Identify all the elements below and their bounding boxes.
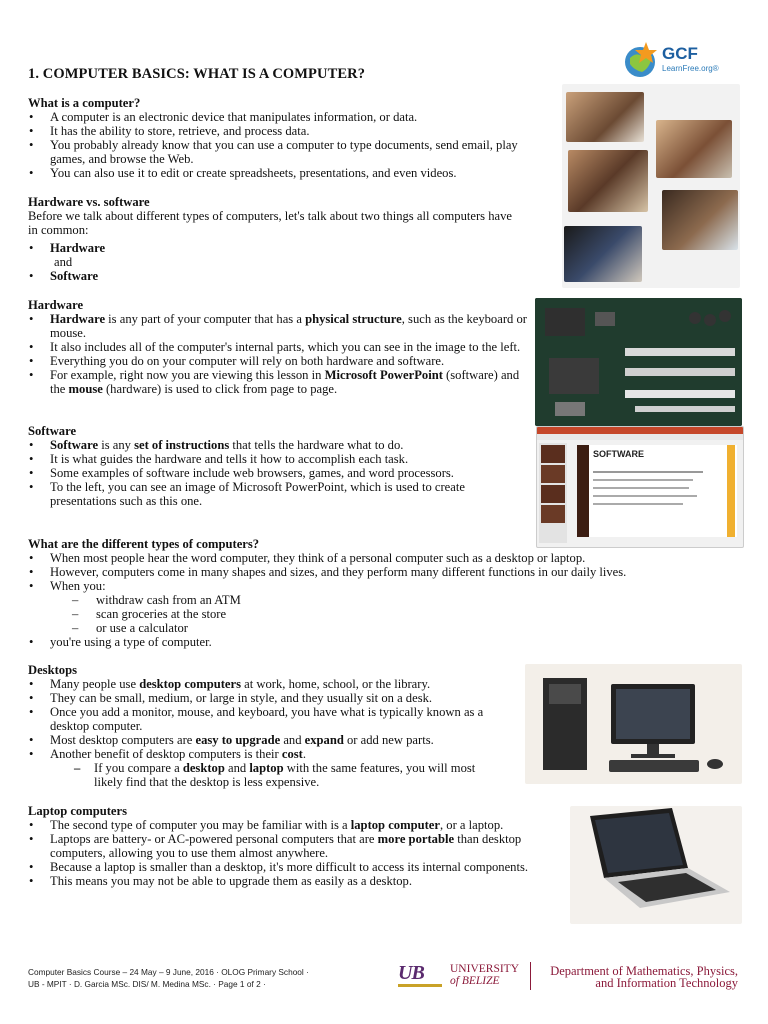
bullet-list <box>28 677 514 789</box>
section-heading: Hardware <box>28 298 84 312</box>
ppt-ribbon <box>537 427 743 434</box>
list-item: • When you: <box>28 579 748 593</box>
photo-desktop-computer <box>525 664 742 784</box>
footer-divider <box>530 962 531 990</box>
list-item: • Because a laptop is smaller than a desktop, it's more difficult to access its internal components. <box>28 860 548 874</box>
list-item: • You can also use it to edit or create spreadsheets, presentations, and even videos. <box>28 166 548 180</box>
list-item: • Another benefit of desktop computers is their cost. <box>28 747 514 761</box>
bullet-list <box>28 551 748 649</box>
photo-family-computer <box>568 150 648 212</box>
ub-crest-bar <box>398 984 442 987</box>
list-item: • A computer is an electronic device that manipulates information, or data. <box>28 110 548 124</box>
sub-list-item: – If you compare a desktop and laptop with the same features, you will most likely find that the desktop is less expensive. <box>28 761 494 789</box>
ppt-slide-panel <box>539 443 567 543</box>
footer-course-info <box>28 966 388 990</box>
photo-worker-computer <box>662 190 738 250</box>
footer-line: Computer Basics Course – 24 May – 9 June, 2016 · OLOG Primary School · <box>28 967 309 977</box>
list-item: • The second type of computer you may be familiar with is a laptop computer, or a laptop. <box>28 818 562 832</box>
section-desktops <box>28 663 514 789</box>
ub-logo <box>398 962 530 992</box>
section-laptops <box>28 804 562 888</box>
ppt-slide <box>577 445 737 537</box>
section-heading: What are the different types of computers? <box>28 537 260 551</box>
list-item: • Most desktop computers are easy to upgrade and expand or add new parts. <box>28 733 514 747</box>
photo-powerpoint-screenshot <box>536 426 744 548</box>
list-item: • It is what guides the hardware and tells it how to accomplish each task. <box>28 452 530 466</box>
motherboard-illustration <box>535 298 742 426</box>
bullet-list <box>28 312 530 396</box>
list-item: • Some examples of software include web browsers, games, and word processors. <box>28 466 480 480</box>
university-name-line2: of BELIZE <box>450 975 500 987</box>
list-item: • When most people hear the word computer, they think of a personal computer such as a desktop or laptop. <box>28 551 748 565</box>
gcf-globe-icon <box>622 38 660 80</box>
and-text: and <box>54 255 73 269</box>
list-item: • You probably already know that you can use a computer to type documents, send email, play games, and browse the Web. <box>28 138 548 166</box>
ub-crest-icon: UB <box>398 962 424 984</box>
page-title: 1. COMPUTER BASICS: WHAT IS A COMPUTER? <box>28 66 366 82</box>
gcf-logo-text: GCF <box>662 44 698 63</box>
list-item: • Software is any set of instructions that tells the hardware what to do. <box>28 438 530 452</box>
list-item: • Many people use desktop computers at work, home, school, or the library. <box>28 677 514 691</box>
bullet-list <box>28 818 562 888</box>
department-name <box>536 965 738 989</box>
bullet-list <box>28 110 548 180</box>
photo-student-laptop <box>566 92 644 142</box>
photo-girls-laptop <box>656 120 732 178</box>
university-name-line1: UNIVERSITY <box>450 963 519 975</box>
list-item: • Hardware is any part of your computer that has a physical structure, such as the keyboard or mouse. <box>28 312 530 340</box>
list-item: • Everything you do on your computer will rely on both hardware and software. <box>28 354 530 368</box>
department-line: and Information Technology <box>595 976 738 990</box>
list-item: • Once you add a monitor, mouse, and keyboard, you have what is typically known as a desktop computer. <box>28 705 496 733</box>
bullet-list <box>28 438 530 508</box>
list-item: • They can be small, medium, or large in style, and they usually sit on a desk. <box>28 691 514 705</box>
footer-line: UB - MPIT · D. Garcia MSc. DIS/ M. Medina MSc. · Page 1 of 2 · <box>28 979 266 989</box>
section-hardware <box>28 298 530 396</box>
sub-list-item: – withdraw cash from an ATM <box>28 593 748 607</box>
list-item: • It also includes all of the computer's internal parts, which you can see in the image to the left. <box>28 340 530 354</box>
section-heading: Hardware vs. software <box>28 195 150 209</box>
list-item: • For example, right now you are viewing this lesson in Microsoft PowerPoint (software) and the mouse (hardware) is used to click from page to page. <box>28 368 530 396</box>
list-item: • This means you may not be able to upgrade them as easily as a desktop. <box>28 874 562 888</box>
section-software <box>28 424 530 508</box>
list-item: • However, computers come in many shapes and sizes, and they perform many different functions in our daily lives. <box>28 565 748 579</box>
laptop-illustration <box>570 806 742 924</box>
list-item: • you're using a type of computer. <box>28 635 748 649</box>
gcf-logo-subtext: LearnFree.org® <box>662 64 719 73</box>
section-hw-vs-sw <box>28 195 548 283</box>
bullet-list <box>28 241 548 283</box>
section-types <box>28 537 748 649</box>
list-item: • Hardware <box>28 241 548 255</box>
section-heading: What is a computer? <box>28 96 141 110</box>
section-heading: Desktops <box>28 663 77 677</box>
section-heading: Laptop computers <box>28 804 128 818</box>
department-line: Department of Mathematics, Physics, <box>550 964 738 978</box>
list-item: • To the left, you can see an image of Microsoft PowerPoint, which is used to create presentations such as this one. <box>28 480 530 508</box>
list-item: • Software <box>28 269 548 283</box>
photo-smartphone <box>564 226 642 282</box>
section-what-is-computer <box>28 96 548 180</box>
gcf-logo <box>622 38 734 80</box>
intro-text: Before we talk about different types of computers, let's talk about two things all computers have in common: <box>28 209 512 237</box>
photo-motherboard <box>535 298 742 426</box>
sub-list-item: – or use a calculator <box>28 621 748 635</box>
section-heading: Software <box>28 424 77 438</box>
sub-list-item: – scan groceries at the store <box>28 607 748 621</box>
ppt-toolbar <box>537 434 743 440</box>
list-item: • Laptops are battery- or AC-powered personal computers that are more portable than desktop computers, allowing you to use them almost anywhere. <box>28 832 542 860</box>
ppt-slide-title: SOFTWARE <box>593 449 644 459</box>
desktop-illustration <box>525 664 742 784</box>
list-item: • It has the ability to store, retrieve, and process data. <box>28 124 548 138</box>
photo-laptop <box>570 806 742 924</box>
